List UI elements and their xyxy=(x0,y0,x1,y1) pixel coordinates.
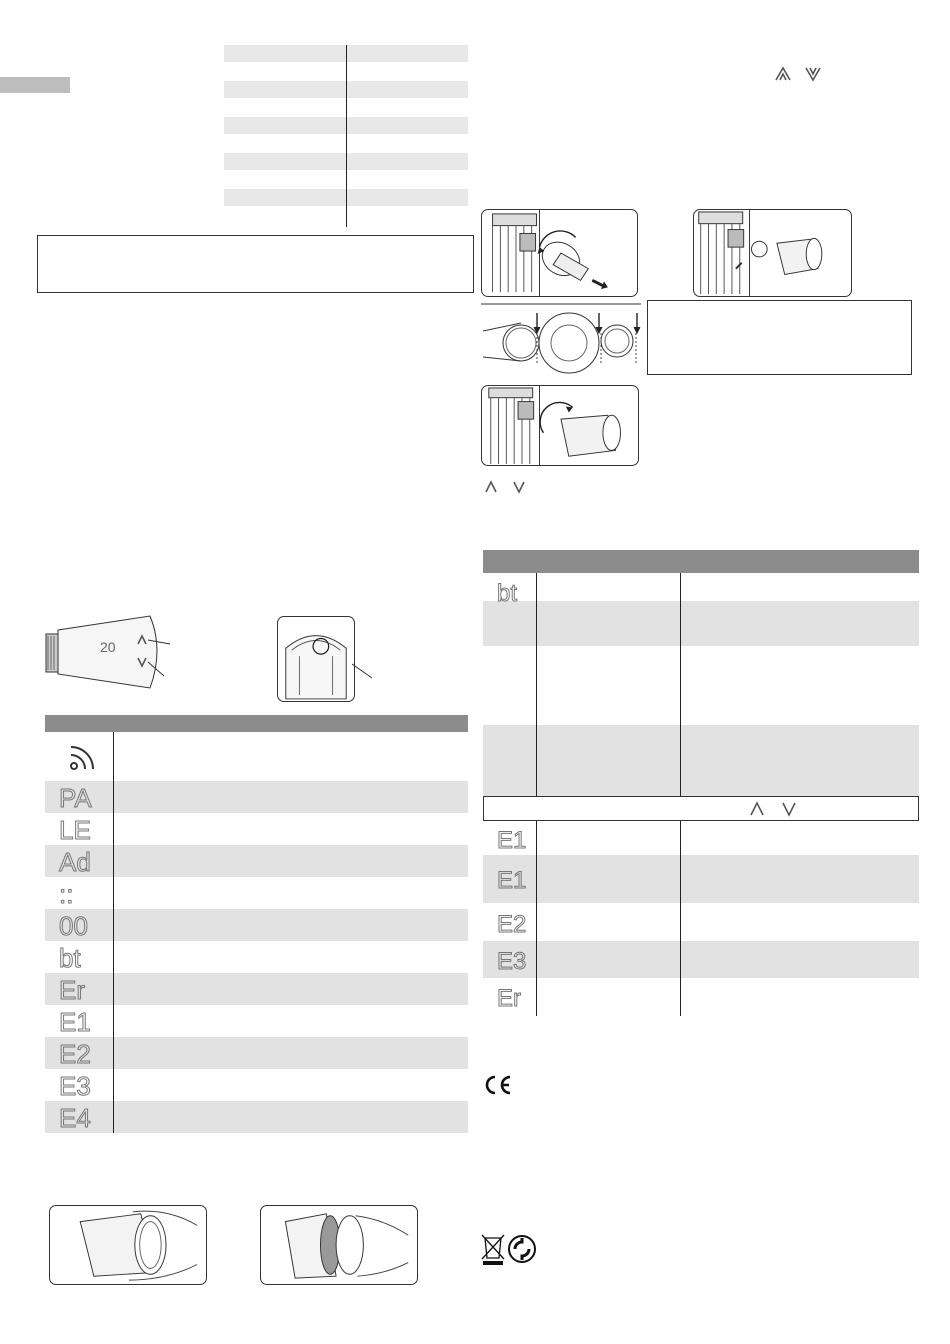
svg-text:::: :: xyxy=(59,879,74,907)
display-00-icon xyxy=(53,911,109,939)
display-ad-icon xyxy=(53,847,109,875)
display-bt-icon xyxy=(491,577,537,605)
display-le-icon xyxy=(53,815,109,843)
small-up-down-arrows xyxy=(484,479,534,495)
svg-text:E4: E4 xyxy=(59,1103,91,1131)
display-e3-icon xyxy=(491,945,537,973)
spec-column-divider xyxy=(346,45,347,227)
table-row xyxy=(483,941,919,978)
notice-box xyxy=(37,235,474,293)
table-row xyxy=(483,725,919,796)
table-header xyxy=(483,550,919,573)
display-symbols-table xyxy=(45,715,468,1133)
display-bt-icon xyxy=(53,943,109,971)
chevron-up-icon xyxy=(751,803,763,815)
table-column-divider xyxy=(536,573,537,796)
illustration-mount-head xyxy=(481,385,639,466)
callout-line xyxy=(352,660,380,684)
device-display: 20 xyxy=(100,639,116,655)
svg-text:E2: E2 xyxy=(497,911,527,936)
band-arrows xyxy=(749,801,809,817)
device-top-view xyxy=(277,616,355,702)
svg-text:E3: E3 xyxy=(59,1071,91,1099)
illustration-remove-old-head xyxy=(481,209,638,297)
svg-text:Ad: Ad xyxy=(59,847,91,875)
table-column-divider xyxy=(680,821,681,1016)
chevron-down-icon xyxy=(514,482,524,492)
table-row xyxy=(483,855,919,903)
display-er-icon xyxy=(53,975,109,1003)
svg-text:Er: Er xyxy=(497,985,521,1010)
table-column-divider xyxy=(680,573,681,796)
wifi-signal-icon xyxy=(67,741,99,773)
svg-text:E1: E1 xyxy=(497,867,527,892)
svg-text:Er: Er xyxy=(59,975,85,1003)
device-side-view xyxy=(40,614,180,689)
chevron-up-icon xyxy=(776,68,790,80)
chevron-down-icon xyxy=(806,68,820,80)
specifications-table xyxy=(224,45,468,227)
display-e4-icon xyxy=(53,1103,109,1131)
display-e2-icon xyxy=(491,908,537,936)
svg-text:LE: LE xyxy=(59,815,91,843)
language-tab xyxy=(0,77,70,93)
troubleshooting-table xyxy=(483,550,919,1016)
svg-text:E3: E3 xyxy=(497,948,527,973)
illustration-hand-open-cap xyxy=(49,1205,207,1285)
display-dots-icon xyxy=(53,879,109,907)
up-down-arrows xyxy=(772,64,832,84)
display-e1-icon xyxy=(491,824,537,852)
table-header xyxy=(45,715,468,732)
display-er-icon xyxy=(491,982,537,1010)
table-row xyxy=(483,601,919,646)
table-column-divider xyxy=(113,732,114,1133)
svg-text:bt: bt xyxy=(59,943,81,971)
illustration-hand-remove-cap xyxy=(260,1205,418,1285)
illustration-adapter xyxy=(693,209,852,297)
chevron-down-icon xyxy=(783,803,795,815)
arrows-band xyxy=(483,796,919,821)
display-e1-icon xyxy=(491,864,537,892)
note-box xyxy=(647,300,912,375)
display-pa-icon xyxy=(53,783,109,811)
illustration-gap-check xyxy=(481,303,641,381)
svg-text:E1: E1 xyxy=(59,1007,91,1035)
display-e1-icon xyxy=(53,1007,109,1035)
svg-text:00: 00 xyxy=(59,911,88,939)
recycling-symbols xyxy=(480,1232,536,1266)
svg-text:bt: bt xyxy=(497,580,518,605)
display-e2-icon xyxy=(53,1039,109,1067)
green-dot-icon xyxy=(509,1236,535,1262)
display-e3-icon xyxy=(53,1071,109,1099)
svg-text:E1: E1 xyxy=(497,827,527,852)
chevron-up-icon xyxy=(486,482,496,492)
svg-text:E2: E2 xyxy=(59,1039,91,1067)
svg-text:PA: PA xyxy=(59,783,92,811)
crossed-bin-icon xyxy=(482,1235,504,1265)
ce-mark-icon xyxy=(482,1074,512,1096)
